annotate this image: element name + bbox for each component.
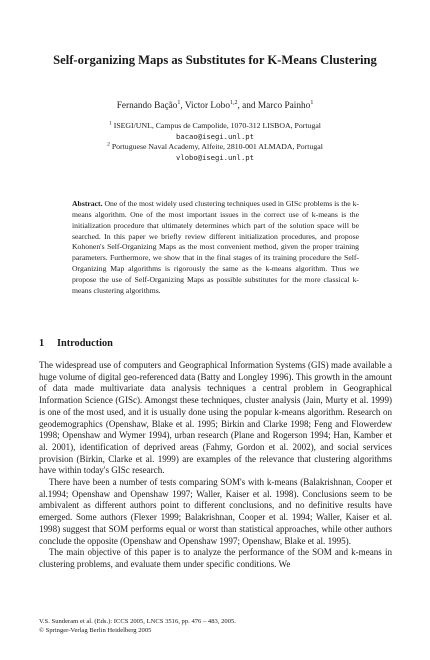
footer-citation: V.S. Sunderam et al. (Eds.): ICCS 2005, LNCS 3516, pp. 476 – 483, 2005. xyxy=(39,618,236,625)
abstract xyxy=(72,199,359,297)
affiliation-list xyxy=(20,121,410,163)
affiliation-email: vlobo@isegi.unl.pt xyxy=(176,152,254,162)
author-affiliation-mark: 1,2 xyxy=(229,99,238,106)
footer-copyright: © Springer-Verlag Berlin Heidelberg 2005 xyxy=(39,626,152,634)
author-affiliation-mark: 1 xyxy=(310,99,314,106)
paragraph: There have been a number of tests comparing SOM's with k-means (Balakrishnan, Cooper et al.1994; Openshaw and Openshaw 1997; Waller, Kaiser et al. 1998). Conclusions seem to be ambivalent as different authors point to different conclusions, and no definitive results have emerged. Some authors (Flexer 1999; Balakrishnan, Cooper et al. 1994; Waller, Kaiser et al. 1998) suggest that SOM performs equal or worst than statistical approaches, while other authors conclude the opposite (Openshaw and Openshaw 1997; Openshaw, Blake et al. 1995). xyxy=(39,477,392,546)
author-name: Fernando Bação xyxy=(116,101,178,111)
affiliation-line xyxy=(20,121,410,132)
body-text xyxy=(39,360,392,571)
paragraph: The main objective of this paper is to analyze the performance of the SOM and k-means in clustering problems, and evaluate them under specific conditions. We xyxy=(39,547,392,569)
affiliation-mark: 2 xyxy=(107,141,110,148)
author-list xyxy=(20,100,410,112)
author-name: Victor Lobo xyxy=(184,101,230,111)
author-separator: , xyxy=(180,101,185,111)
affiliation-email: bacao@isegi.unl.pt xyxy=(176,131,254,141)
section-heading xyxy=(39,337,399,350)
affiliation-mark: 1 xyxy=(109,120,112,127)
section-title: Introduction xyxy=(57,338,113,349)
abstract-label: Abstract. xyxy=(72,199,103,208)
paper-title: Self-organizing Maps as Substitutes for K-Means Clustering xyxy=(53,53,377,67)
author-affiliation-mark: 1 xyxy=(177,99,181,106)
author-separator: , and xyxy=(237,101,258,111)
section-number: 1 xyxy=(39,338,45,349)
page-footer xyxy=(39,618,399,635)
affiliation-line xyxy=(20,142,410,153)
affiliation-text: Portuguese Naval Academy, Alfeite, 2810-001 ALMADA, Portugal xyxy=(111,142,323,152)
author-name: Marco Painho xyxy=(257,101,311,111)
affiliation-text: ISEGI/UNL, Campus de Campolide, 1070-312 LISBOA, Portugal xyxy=(113,121,321,130)
paragraph: The widespread use of computers and Geographical Information Systems (GIS) made available a huge volume of digital geo-referenced data (Batty and Longley 1996). This growth in the amount of data made multivariate data analysis techniques a central problem in Geographical Information Science (GISc). Amongst these techniques, cluster analysis (Jain, Murty et al. 1999) is one of the most used, and it is usually done using the popular k-means algorithm. Research on geodemographics (Openshaw, Blake et al. 1995; Birkin and Clarke 1998; Feng and Flowerdew 1998; Openshaw and Wymer 1994), urban research (Plane and Rogerson 1994; Han, Kamber et al. 2001), identification of deprived areas (Fahmy, Gordon et al. 2002), and social services provision (Birkin, Clarke et al. 1999) are examples of the relevance that clustering algorithms have within today's GISc research. xyxy=(39,360,392,476)
abstract-text: One of the most widely used clustering techniques used in GISc problems is the k-means algorithm. One of the most important issues in the correct use of k-means is the initialization procedure that ultimately determines which part of the solution space will be searched. In this paper we briefly review different initialization procedures, and propose Kohonen's Self-Organizing Maps as the most convenient method, given the proper training parameters. Furthermore, we show that in the final stages of its training procedure the Self-Organizing Map algorithms is rigorously the same as the k-means algorithm. Thus we propose the use of Self-Organizing Maps as possible substitutes for the more classical k-means clustering algorithms. xyxy=(72,199,359,295)
